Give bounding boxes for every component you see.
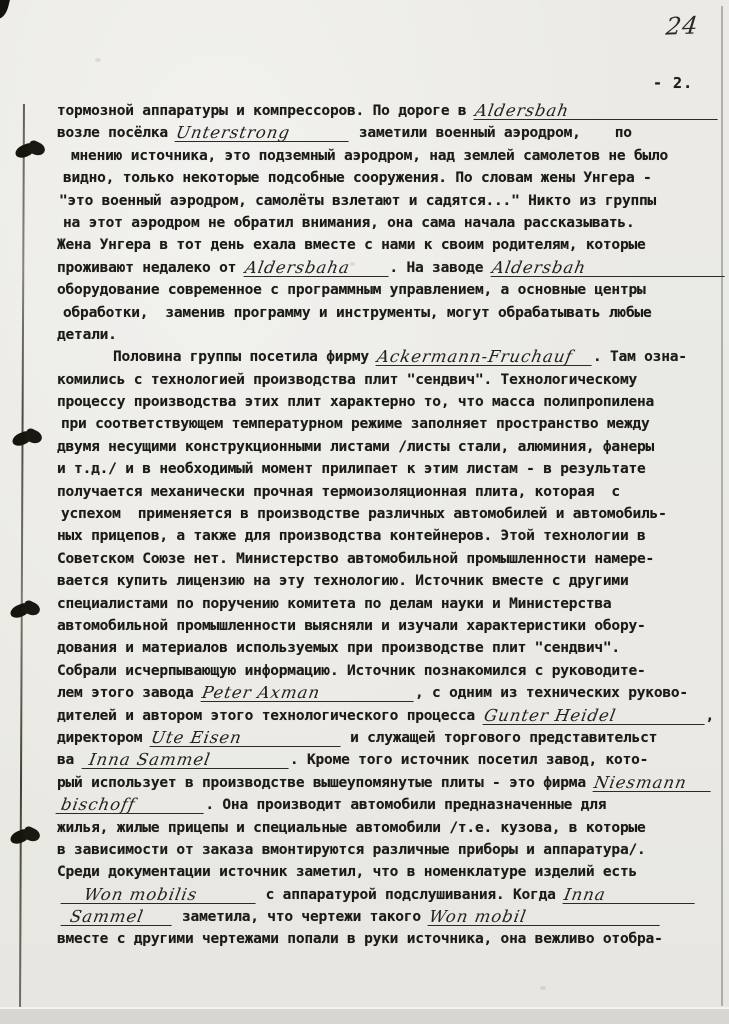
text-line <box>57 749 719 771</box>
typed-text: получается механически прочная термоизоляционная плита, которая с <box>57 483 620 500</box>
text-line <box>57 279 719 301</box>
handwritten-insert: Unterstrong <box>175 125 352 142</box>
typed-text: . Кроме того источник посетил завод, кото- <box>289 752 649 769</box>
text-line <box>61 503 719 525</box>
handwritten-insert: Ackermann-Fruchauf <box>376 349 595 366</box>
text-line <box>57 682 719 704</box>
text-line <box>57 817 719 839</box>
text-line <box>71 145 719 167</box>
handwritten-insert: Inna Sammel <box>81 752 291 769</box>
text-line <box>57 100 719 122</box>
text-line <box>57 391 719 413</box>
binding-fastener-icon <box>10 828 42 846</box>
typed-text: директором <box>57 729 151 746</box>
typed-text: , с одним из технических руково- <box>415 685 688 702</box>
text-line <box>57 794 719 816</box>
text-line <box>63 302 719 324</box>
typed-text: детали. <box>57 326 117 343</box>
typed-text: . Там озна- <box>592 349 687 366</box>
typed-text: в зависимости от заказа вмонтируются различные приборы и аппаратура/. <box>57 841 646 858</box>
scan-smudge <box>95 58 101 62</box>
typed-text: при соответствующем температурном режиме заполняет пространство между <box>61 416 650 433</box>
typed-text: возле посёлка <box>57 125 177 142</box>
typed-text: мнению источника, это подземный аэродром, над землей самолетов не было <box>71 147 669 164</box>
typed-text: вается купить лицензию на эту технологию. Источник вместе с другими <box>57 573 629 590</box>
text-line <box>57 257 719 279</box>
typed-text: на этот аэродром не обратил внимания, она сама начала рассказывать. <box>63 214 635 231</box>
text-line <box>57 324 719 346</box>
typed-text: с аппаратурой подслушивания. Когда <box>257 886 565 903</box>
text-line <box>57 570 719 592</box>
typed-text: процессу производства этих плит характерно то, что масса полипропилена <box>57 394 655 411</box>
handwritten-insert: Aldersbah <box>473 103 720 120</box>
scan-smudge <box>540 986 546 990</box>
binding-fastener-icon <box>10 602 42 620</box>
handwritten-insert: Won mobilis <box>61 887 259 904</box>
typed-text: и служащей торгового представительст <box>341 729 658 746</box>
handwritten-insert: Aldersbaha <box>243 260 391 277</box>
text-line <box>57 705 719 727</box>
text-line <box>57 615 719 637</box>
typed-text: тормозной аппаратуры и компрессоров. По дороге в <box>57 103 475 119</box>
typed-text: Среди документации источник заметил, что в номенклатуре изделий есть <box>57 864 638 881</box>
text-line <box>57 346 719 368</box>
text-line <box>61 413 719 435</box>
text-line <box>57 637 719 659</box>
scan-bottom-edge <box>0 1007 729 1024</box>
text-line <box>57 525 719 547</box>
typed-text: автомобильной промышленности выясняли и изучали характеристики обору- <box>57 617 646 634</box>
text-line <box>57 928 719 950</box>
typed-text: проживают недалеко от <box>57 259 245 276</box>
text-line <box>57 481 719 503</box>
typed-text: , <box>705 707 715 724</box>
text-line <box>57 772 719 794</box>
typed-text: и т.д./ и в необходимый момент прилипает к этим листам - в результате <box>57 461 646 478</box>
typed-text: Собрали исчерпывающую информацию. Источник познакомился с руководите- <box>57 662 646 679</box>
typed-page-number: - 2. <box>653 74 694 92</box>
text-line <box>57 839 719 861</box>
handwritten-page-number: 24 <box>664 11 701 41</box>
handwritten-insert: Niesmann <box>593 775 714 792</box>
typed-text: ва <box>57 752 83 769</box>
typed-text: видно, только некоторые подсобные сооружения. По словам жены Унгера - <box>63 170 652 187</box>
typed-text: дителей и автором этого технологического процесса <box>57 707 484 724</box>
binding-fastener-icon <box>12 430 44 448</box>
handwritten-insert: Won mobil <box>428 909 663 926</box>
typed-text: оборудование современное с программным управлением, а основные центры <box>57 282 646 299</box>
handwritten-insert: Aldersbah <box>490 260 727 277</box>
text-line <box>57 727 719 749</box>
typed-text: дования и материалов используемых при производстве плит "сендвич". <box>57 640 620 657</box>
typed-text: "это военный аэродром, самолёты взлетают и садятся..." Никто из группы <box>59 192 657 209</box>
typed-text: ных прицепов, а также для производства контейнеров. Этой технологии в <box>57 528 646 545</box>
handwritten-insert: Peter Axman <box>201 685 417 702</box>
text-line <box>57 861 719 883</box>
text-line <box>63 212 719 234</box>
handwritten-insert: Ute Eisen <box>149 730 343 747</box>
document-body <box>57 100 719 951</box>
typed-text: специалистами по поручению комитета по делам науки и Министерства <box>57 595 612 612</box>
typed-text: . Она производит автомобили предназначенные для <box>205 797 607 814</box>
typed-text: заметила, что чертежи такого <box>173 909 430 926</box>
text-line <box>57 436 719 458</box>
handwritten-insert: Gunter Heidel <box>482 708 707 725</box>
text-line <box>57 234 719 256</box>
typed-text: Половина группы посетила фирму <box>113 349 378 366</box>
text-line <box>62 906 719 928</box>
typed-text: лем этого завода <box>57 685 203 702</box>
text-line <box>57 122 719 144</box>
handwritten-insert: Sammel <box>61 909 175 926</box>
text-line <box>59 190 719 212</box>
typed-text: жилья, жилые прицепы и специальные автомобили /т.е. кузова, в которые <box>57 819 646 836</box>
text-line <box>57 593 719 615</box>
typed-text: двумя несущими конструкционными листами /листы стали, алюминия, фанеры <box>57 438 655 455</box>
typed-text: Советском Союзе нет. Министерство автомобильной промышленности намере- <box>57 550 655 567</box>
text-line <box>57 369 719 391</box>
text-line <box>57 660 719 682</box>
typed-text: успехом применяется в производстве различных автомобилей и автомобиль- <box>61 506 667 523</box>
typed-text: комились с технологией производства плит "сендвич". Технологическому <box>57 371 638 388</box>
typed-text: . На заводе <box>389 259 492 276</box>
text-line <box>57 458 719 480</box>
typed-text: обработки, заменив программу и инструменты, могут обрабатывать любые <box>63 304 652 321</box>
binding-fastener-icon <box>15 142 47 160</box>
typed-text: рый использует в производстве вышеупомянутые плиты - это фирма <box>57 774 595 791</box>
handwritten-insert: bischoff <box>56 797 207 814</box>
binding-edge-line <box>19 104 25 1007</box>
typed-text: Жена Унгера в тот день ехала вместе с нами к своим родителям, которые <box>57 237 646 254</box>
text-line <box>62 884 719 906</box>
typed-text: заметили военный аэродром, по <box>350 125 632 142</box>
text-line <box>63 167 719 189</box>
typed-text: вместе с другими чертежами попали в руки источника, она вежливо отобра- <box>57 931 663 948</box>
handwritten-insert: Inna <box>563 887 698 904</box>
text-line <box>57 548 719 570</box>
scan-right-edge <box>721 6 723 1006</box>
scan-corner-mark <box>0 0 11 20</box>
